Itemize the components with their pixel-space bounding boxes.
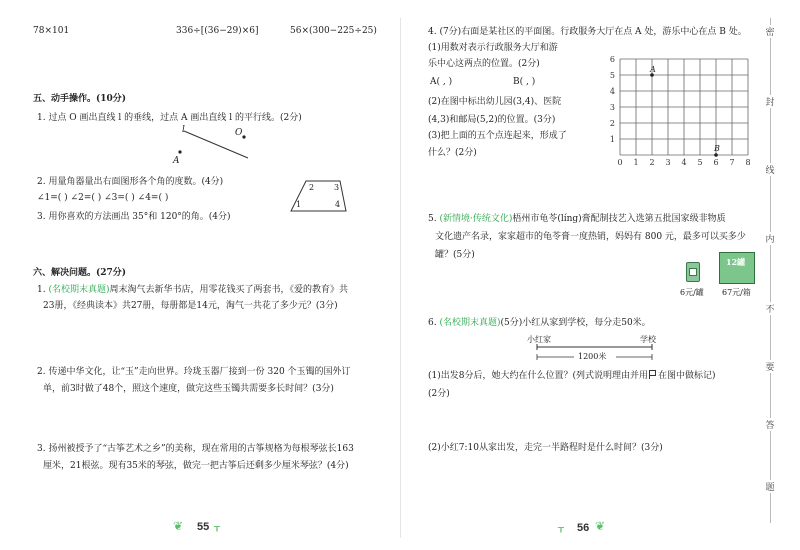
q4-answer-A: A( , ) [430, 77, 453, 87]
q6-tag: (名校期末真题) [439, 318, 501, 328]
q6-line1: 6. (名校期末真题)(5分)小红从家到学校，每分走50米。 [428, 318, 651, 328]
y-tick-label: 2 [609, 119, 615, 128]
x-tick-label: 2 [649, 158, 655, 167]
y-tick-label: 3 [609, 103, 615, 112]
section6-title: 六、解决问题。(27分) [33, 268, 127, 278]
sprout-icon-left-a: ❦ [173, 519, 184, 533]
q6-sub1: (1)出发8分后，她大约在什么位置？(列式说明理由并用 在图中做标记) [428, 371, 716, 381]
q4-line3: 乐中心这两点的位置。(2分) [428, 59, 540, 69]
flag-icon [649, 370, 657, 379]
q6-sub2: (2)小红7:10从家出发，走完一半路程时是什么时间？(3分) [428, 443, 663, 453]
q4-line5: (2)在图中标出幼儿园(3,4)、医院 [428, 97, 562, 107]
binding-char: 线 [762, 163, 778, 176]
point-O [242, 135, 245, 138]
x-tick-label: 0 [617, 158, 623, 167]
s6-q2-line1: 2. 传递中华文化，让“玉”走向世界。玲珑玉器厂接到一份 320 个玉镯的国外订 [37, 367, 351, 377]
y-tick-label: 5 [609, 71, 615, 80]
angle-label-3: 3 [334, 183, 340, 192]
q4-line6: (4,3)和邮局(5,2)的位置。(3分) [428, 115, 556, 125]
q5-line2: 文化遗产名录，家家超市的龟苓膏一度热销，妈妈有 800 元，最多可以买多少 [435, 232, 746, 242]
page-divider [400, 18, 401, 538]
s6-q1-line1: 1. (名校期末真题)周末淘气去新华书店，用零花钱买了两套书，《爱的教育》共 [37, 285, 348, 295]
s6-q3-line2: 厘米，21根弦。现有35米的琴弦，做完一把古筝后还剩多少厘米琴弦？(4分) [43, 461, 349, 471]
s5-q1-figure [168, 122, 288, 172]
y-tick-label: 4 [609, 87, 615, 96]
s6-q2-line2: 单，前3时做了48个，照这个速度，做完这些玉镯共需要多长时间？(3分) [43, 384, 334, 394]
q5-line1: 5. (新情境·传统文化)梧州市龟苓(líng)膏配制技艺入选第五批国家级非物质 [428, 214, 726, 224]
angle-label-1: 1 [296, 200, 302, 209]
s5-q1: 1. 过点 O 画出直线 l 的垂线，过点 A 画出直线 l 的平行线。(2分) [37, 113, 302, 123]
x-tick-label: 8 [745, 158, 751, 167]
binding-char: 内 [762, 232, 778, 245]
s5-q2-answers: ∠1=( ) ∠2=( ) ∠3=( ) ∠4=( ) [37, 193, 169, 203]
label-O: O [235, 128, 243, 138]
y-tick-label: 6 [609, 55, 615, 64]
grid-point-B-label: B [714, 144, 720, 153]
q4-answer-B: B( , ) [513, 77, 536, 87]
q5-line3: 罐？(5分) [435, 250, 475, 260]
x-tick-label: 7 [729, 158, 735, 167]
x-tick-label: 3 [665, 158, 671, 167]
x-tick-label: 4 [681, 158, 687, 167]
binding-line [770, 18, 771, 523]
label-A: A [173, 156, 180, 166]
s5-q2: 2. 用量角器量出右面图形各个角的度数。(4分) [37, 177, 224, 187]
calc-3: 56×(300−225÷25) [290, 26, 377, 36]
q6-sub1-score: (2分) [428, 389, 450, 399]
calc-2: 336÷[(36−29)×6] [176, 26, 259, 36]
sprout-icon-right-b: ❦ [595, 519, 606, 533]
s6-q1-tag: (名校期末真题) [48, 285, 110, 295]
binding-char: 答 [762, 418, 778, 431]
binding-char: 题 [762, 480, 778, 493]
q4-line2: (1)用数对表示行政服务大厅和游 [428, 43, 558, 53]
q4-line1: 4. (7分)右面是某社区的平面图。行政服务大厅在点 A 处，游乐中心在点 B 处。 [428, 27, 747, 37]
s5-q3: 3. 用你喜欢的方法画出 35°和 120°的角。(4分) [37, 212, 231, 222]
jar-price: 6元/罐 [680, 288, 704, 297]
binding-char: 要 [762, 360, 778, 373]
grid-point-A-label: A [650, 65, 656, 74]
angle-label-4: 4 [335, 200, 341, 209]
box-icon [719, 252, 755, 284]
s6-q3-line1: 3. 扬州被授予了“古筝艺术之乡”的美称，现在常用的古筝规格为每根琴弦长163 [37, 444, 354, 454]
sprout-icon-right-a: ᚁ [558, 520, 564, 534]
q6-distance-label: 1200米 [578, 352, 607, 361]
sprout-icon-left-b: ᚁ [214, 519, 220, 533]
jar-icon [686, 262, 700, 282]
label-l: l [182, 125, 185, 135]
page-number-left: 55 [197, 521, 210, 533]
s6-q1-line2: 23册，《经典读本》共27册，每册都是14元，淘气一共花了多少元？(3分) [43, 301, 338, 311]
binding-char: 密 [762, 25, 778, 38]
q6-home-label: 小红家 [527, 335, 551, 344]
box-label: 12罐 [726, 257, 746, 267]
point-A [178, 150, 181, 153]
binding-char: 封 [762, 95, 778, 108]
calc-1: 78×101 [33, 26, 70, 36]
x-tick-label: 6 [713, 158, 719, 167]
q4-line8: 什么？(2分) [428, 148, 477, 158]
q5-tag: (新情境·传统文化) [439, 214, 513, 224]
coordinate-grid [606, 30, 756, 168]
angle-label-2: 2 [309, 183, 315, 192]
q4-line7: (3)把上面的五个点连起来，形成了 [428, 131, 567, 141]
grid-point-B [714, 153, 718, 157]
y-tick-label: 1 [609, 135, 615, 144]
section5-title: 五、动手操作。(10分) [33, 94, 127, 104]
page-number-right: 56 [577, 522, 590, 534]
binding-char: 不 [762, 302, 778, 315]
box-price: 67元/箱 [722, 288, 751, 297]
q6-school-label: 学校 [640, 335, 656, 344]
x-tick-label: 5 [697, 158, 703, 167]
x-tick-label: 1 [633, 158, 639, 167]
